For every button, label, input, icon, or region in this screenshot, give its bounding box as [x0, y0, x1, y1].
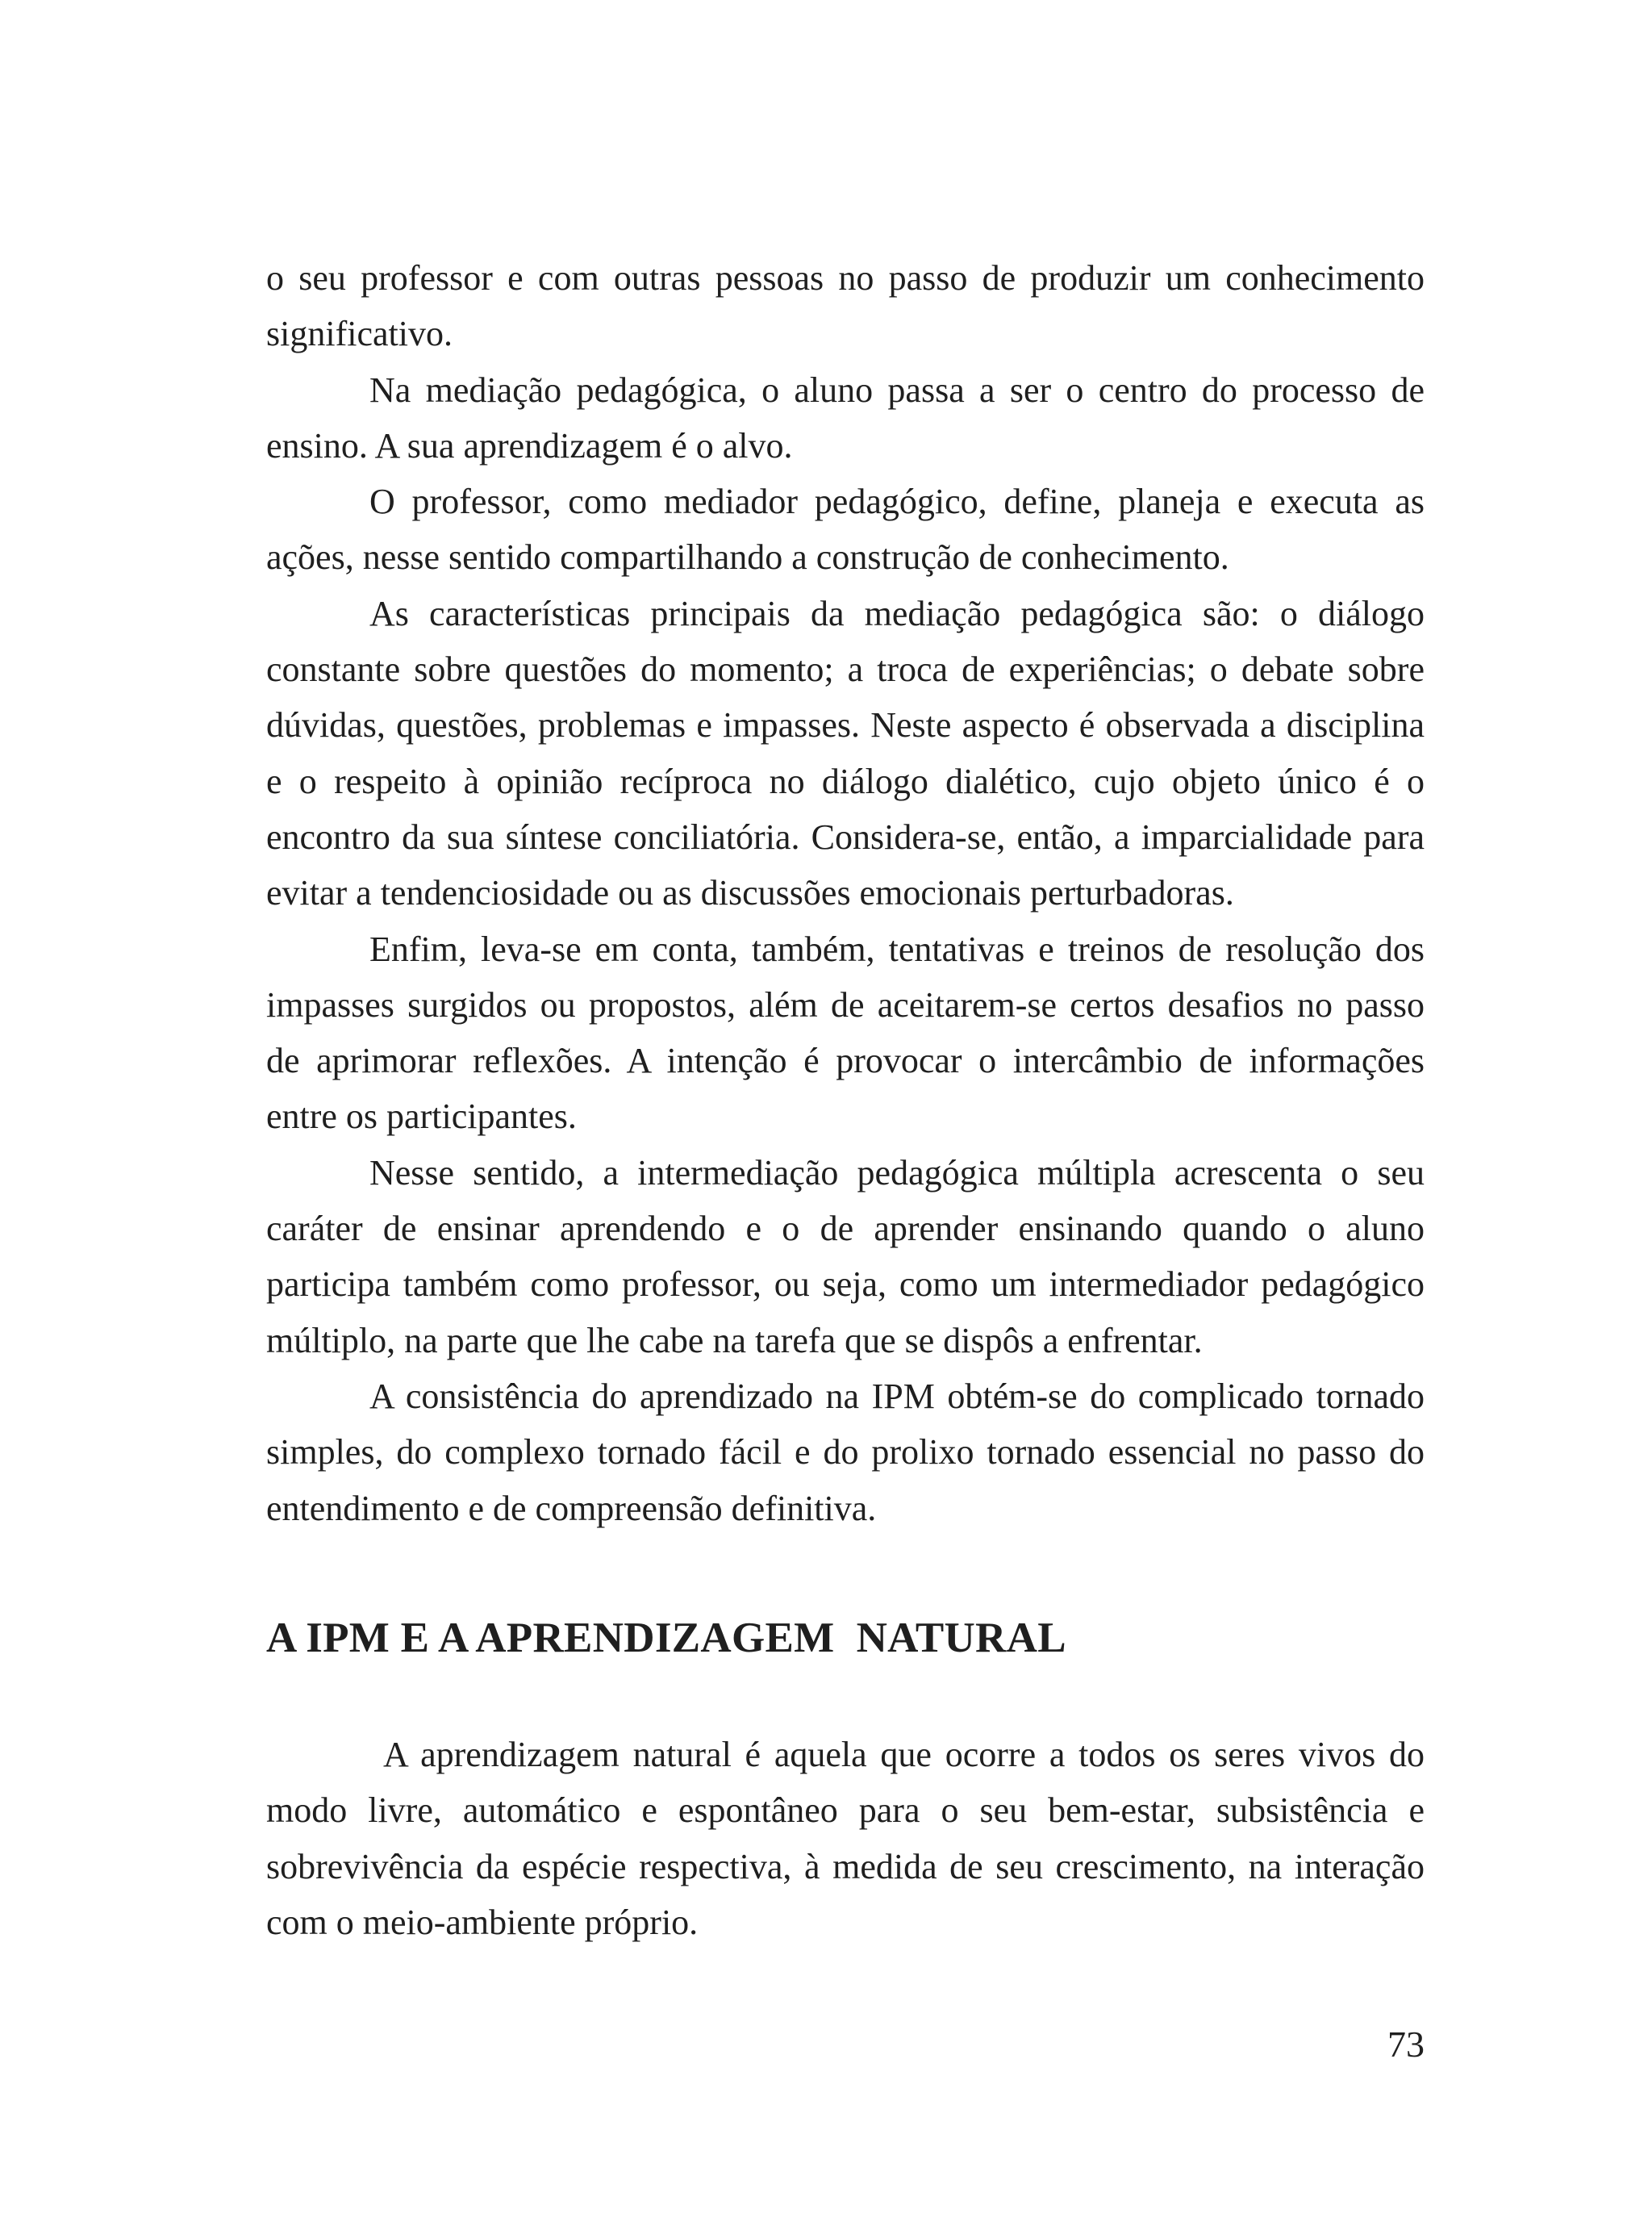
- body-text-continued: [266, 250, 1425, 1536]
- paragraph-mediacao-centro: Na mediação pedagógica, o aluno passa a ser o centro do processo de ensino. A sua aprendizagem é o alvo.: [266, 370, 1425, 466]
- paragraph-aprendizagem-natural: A aprendizagem natural é aquela que ocorre a todos os seres vivos do modo livre, automático e espontâneo para o seu bem-estar, subsistência e sobrevivência da espécie respectiva, à medida de seu crescimento, na interação com o meio-ambiente próprio.: [266, 1735, 1425, 1942]
- paragraph-caracteristicas: As características principais da mediação pedagógica são: o diálogo constante sobre questões do momento; a troca de experiências; o debate sobre dúvidas, questões, problemas e impasses. Neste aspecto é observada a disciplina e o respeito à opinião recíproca no diálogo dialético, cujo objeto único é o encontro da sua síntese conciliatória. Considera-se, então, a imparcialidade para evitar a tendenciosidade ou as discussões emocionais perturbadoras.: [266, 593, 1425, 913]
- paragraph-professor-mediador: O professor, como mediador pedagógico, define, planeja e executa as ações, nesse sentido compartilhando a construção de conhecimento.: [266, 482, 1425, 578]
- paragraph-consistencia: A consistência do aprendizado na IPM obtém-se do complicado tornado simples, do complexo tornado fácil e do prolixo tornado essencial no passo do entendimento e de compreensão definitiva.: [266, 1376, 1425, 1528]
- section-heading: A IPM E A APRENDIZAGEM NATURAL: [266, 1615, 1066, 1661]
- paragraph-continuation: o seu professor e com outras pessoas no passo de produzir um conhecimento significativo.: [266, 258, 1425, 354]
- paragraph-nesse-sentido: Nesse sentido, a intermediação pedagógica múltipla acrescenta o seu caráter de ensinar aprendendo e o de aprender ensinando quando o aluno participa também como professor, ou seja, como um intermediador pedagógico múltiplo, na parte que lhe cabe na tarefa que se dispôs a enfrentar.: [266, 1152, 1425, 1360]
- page-number: 73: [1387, 2024, 1425, 2065]
- section-body-text: [266, 1727, 1425, 1950]
- paragraph-enfim: Enfim, leva-se em conta, também, tentativas e treinos de resolução dos impasses surgidos ou propostos, além de aceitarem-se certos desafios no passo de aprimorar reflexões. A intenção é provocar o intercâmbio de informações entre os participantes.: [266, 929, 1425, 1137]
